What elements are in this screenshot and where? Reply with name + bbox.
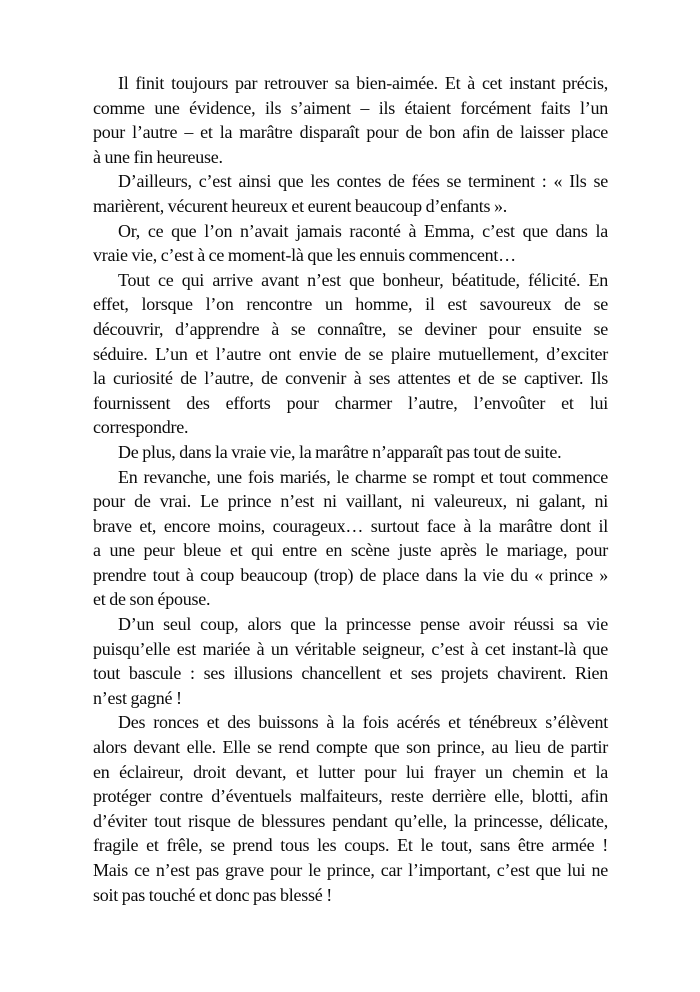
paragraph [93, 710, 608, 907]
text-line: découvrir, d’apprendre à se connaître, se deviner pour ensuite se [93, 318, 608, 339]
text-line: soit pas touché et donc pas blessé ! [93, 884, 332, 905]
text-line: correspondre. [93, 417, 189, 438]
paragraph [93, 268, 608, 440]
text-line: Des ronces et des buissons à la fois acérés et ténébreux s’élèvent [118, 712, 608, 733]
text-line: pour de vrai. Le prince n’est ni vaillant, ni valeureux, ni galant, ni [93, 491, 608, 512]
paragraph [93, 440, 608, 465]
paragraph [93, 71, 608, 169]
text-line: effet, lorsque l’on rencontre un homme, il est savoureux de se [93, 294, 608, 315]
text-line: la curiosité de l’autre, de convenir à ses attentes et de se captiver. Ils [93, 368, 608, 389]
text-line: brave et, encore moins, courageux… surtout face à la marâtre dont il [93, 515, 608, 536]
text-line: De plus, dans la vraie vie, la marâtre n’apparaît pas tout de suite. [118, 441, 562, 462]
text-line: fournissent des efforts pour charmer l’autre, l’envoûter et lui [93, 392, 608, 413]
paragraph [93, 219, 608, 268]
text-line: Or, ce que l’on n’avait jamais raconté à Emma, c’est que dans la [118, 220, 608, 241]
text-line: d’éviter tout risque de blessures pendant qu’elle, la princesse, délicate, [93, 810, 608, 831]
text-line: en éclaireur, droit devant, et lutter pour lui frayer un chemin et la [93, 761, 608, 782]
text-line: fragile et frêle, se prend tous les coups. Et le tout, sans être armée ! [93, 835, 608, 856]
text-line: et de son épouse. [93, 589, 211, 610]
text-line: prendre tout à coup beaucoup (trop) de place dans la vie du « prince » [93, 564, 608, 585]
text-line: D’ailleurs, c’est ainsi que les contes de fées se terminent : « Ils se [118, 171, 608, 192]
paragraph [93, 612, 608, 710]
text-line: alors devant elle. Elle se rend compte que son prince, au lieu de partir [93, 737, 608, 758]
text-line: pour l’autre – et la marâtre disparaît pour de bon afin de laisser place [93, 122, 608, 143]
text-line: Tout ce qui arrive avant n’est que bonheur, béatitude, félicité. En [118, 269, 608, 290]
text-line: à une fin heureuse. [93, 146, 223, 167]
text-line: D’un seul coup, alors que la princesse pense avoir réussi sa vie [118, 614, 608, 635]
text-line: En revanche, une fois mariés, le charme se rompt et tout commence [118, 466, 608, 487]
page-text [93, 71, 608, 907]
text-line: vraie vie, c’est à ce moment-là que les ennuis commencent… [93, 245, 516, 266]
text-line: n’est gagné ! [93, 687, 182, 708]
text-line: tout bascule : ses illusions chancellent et ses projets chavirent. Rien [93, 663, 608, 684]
paragraph [93, 465, 608, 613]
text-line: Il finit toujours par retrouver sa bien-aimée. Et à cet instant précis, [118, 73, 608, 93]
paragraph [93, 169, 608, 218]
text-line: puisqu’elle est mariée à un véritable seigneur, c’est à cet instant-là que [93, 638, 608, 659]
text-line: comme une évidence, ils s’aiment – ils étaient forcément faits l’un [93, 97, 608, 118]
text-line: Mais ce n’est pas grave pour le prince, car l’important, c’est que lui ne [93, 860, 608, 880]
text-line: a une peur bleue et qui entre en scène juste après le mariage, pour [93, 540, 608, 561]
text-line: marièrent, vécurent heureux et eurent beaucoup d’enfants ». [93, 195, 508, 216]
text-line: séduire. L’un et l’autre ont envie de se plaire mutuellement, d’exciter [93, 343, 608, 364]
text-line: protéger contre d’éventuels malfaiteurs, reste derrière elle, blotti, afin [93, 786, 608, 807]
